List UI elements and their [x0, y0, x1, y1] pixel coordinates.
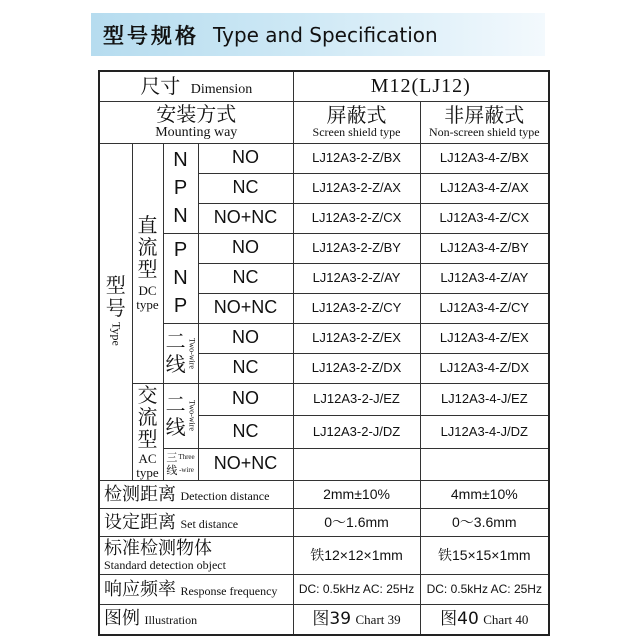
output-cell: NC — [198, 353, 293, 383]
banner-title-en: Type and Specification — [213, 22, 438, 47]
dimension-row — [99, 71, 549, 101]
ac-two-wire-label: 二 线 Two-wire — [163, 383, 198, 448]
set-distance-row — [99, 509, 549, 537]
title-banner — [91, 13, 545, 56]
model-shield: LJ12A3-2-Z/BX — [293, 143, 420, 173]
response-nonshield: DC: 0.5kHz AC: 25Hz — [420, 575, 549, 605]
detection-distance-row — [99, 481, 549, 509]
model-nonshield: LJ12A3-4-Z/CY — [420, 293, 549, 323]
type-label-cell: 型号 Type — [99, 143, 132, 481]
standard-object-row — [99, 537, 549, 575]
output-cell: NO — [198, 233, 293, 263]
table-row — [99, 323, 549, 353]
model-shield: LJ12A3-2-Z/CY — [293, 293, 420, 323]
response-frequency-label: 响应频率 Response frequency — [99, 575, 293, 605]
output-cell: NO — [198, 143, 293, 173]
mounting-row — [99, 101, 549, 143]
dc-two-wire-label: 二 线 Two-wire — [163, 323, 198, 383]
output-cell: NC — [198, 263, 293, 293]
illustration-nonshield: 图40 Chart 40 — [420, 605, 549, 635]
model-shield: LJ12A3-2-J/EZ — [293, 383, 420, 416]
response-frequency-row — [99, 575, 549, 605]
output-cell: NO+NC — [198, 293, 293, 323]
output-cell: NC — [198, 416, 293, 449]
model-shield: LJ12A3-2-Z/EX — [293, 323, 420, 353]
model-shield: LJ12A3-2-Z/DX — [293, 353, 420, 383]
set-shield: 0～1.6mm — [293, 509, 420, 537]
model-nonshield: LJ12A3-4-Z/EX — [420, 323, 549, 353]
output-cell: NO+NC — [198, 448, 293, 481]
model-nonshield: LJ12A3-4-Z/BX — [420, 143, 549, 173]
set-distance-label: 设定距离 Set distance — [99, 509, 293, 537]
model-shield: LJ12A3-2-Z/CX — [293, 203, 420, 233]
table-row — [99, 143, 549, 173]
shield-type-header: 屏蔽式 Screen shield type — [293, 101, 420, 143]
dimension-label: 尺寸 Dimension — [99, 71, 293, 101]
table-row — [99, 233, 549, 263]
model-shield: LJ12A3-2-J/DZ — [293, 416, 420, 449]
nonshield-type-header: 非屏蔽式 Non-screen shield type — [420, 101, 549, 143]
model-nonshield: LJ12A3-4-Z/CX — [420, 203, 549, 233]
banner-title-cn: 型号规格 — [103, 23, 199, 48]
model-nonshield — [420, 448, 549, 481]
illustration-label: 图例 Illustration — [99, 605, 293, 635]
output-cell: NO+NC — [198, 203, 293, 233]
model-shield: LJ12A3-2-Z/AY — [293, 263, 420, 293]
illustration-shield: 图39 Chart 39 — [293, 605, 420, 635]
model-nonshield: LJ12A3-4-Z/AX — [420, 173, 549, 203]
model-nonshield: LJ12A3-4-Z/DX — [420, 353, 549, 383]
pnp-label: P N P — [163, 233, 198, 323]
table-row — [99, 448, 549, 481]
ac-three-wire-label: 三 线 Three -wire — [163, 448, 198, 481]
response-shield: DC: 0.5kHz AC: 25Hz — [293, 575, 420, 605]
detection-nonshield: 4mm±10% — [420, 481, 549, 509]
output-cell: NO — [198, 383, 293, 416]
output-cell: NC — [198, 173, 293, 203]
detection-shield: 2mm±10% — [293, 481, 420, 509]
model-nonshield: LJ12A3-4-J/EZ — [420, 383, 549, 416]
standard-shield: 铁12×12×1mm — [293, 537, 420, 575]
standard-nonshield: 铁15×15×1mm — [420, 537, 549, 575]
model-nonshield: LJ12A3-4-Z/AY — [420, 263, 549, 293]
dc-type-cell: 直流型 DC type — [132, 143, 163, 383]
spec-table — [98, 70, 550, 636]
model-nonshield: LJ12A3-4-Z/BY — [420, 233, 549, 263]
illustration-row — [99, 605, 549, 635]
set-nonshield: 0～3.6mm — [420, 509, 549, 537]
dimension-value: M12(LJ12) — [293, 71, 549, 101]
model-nonshield: LJ12A3-4-J/DZ — [420, 416, 549, 449]
table-row — [99, 383, 549, 416]
model-shield: LJ12A3-2-Z/AX — [293, 173, 420, 203]
mounting-label: 安装方式 Mounting way — [99, 101, 293, 143]
ac-type-cell: 交流型 AC type — [132, 383, 163, 481]
model-shield — [293, 448, 420, 481]
output-cell: NO — [198, 323, 293, 353]
detection-distance-label: 检测距离 Detection distance — [99, 481, 293, 509]
model-shield: LJ12A3-2-Z/BY — [293, 233, 420, 263]
npn-label: N P N — [163, 143, 198, 233]
standard-object-label: 标准检测物体 Standard detection object — [99, 537, 293, 575]
